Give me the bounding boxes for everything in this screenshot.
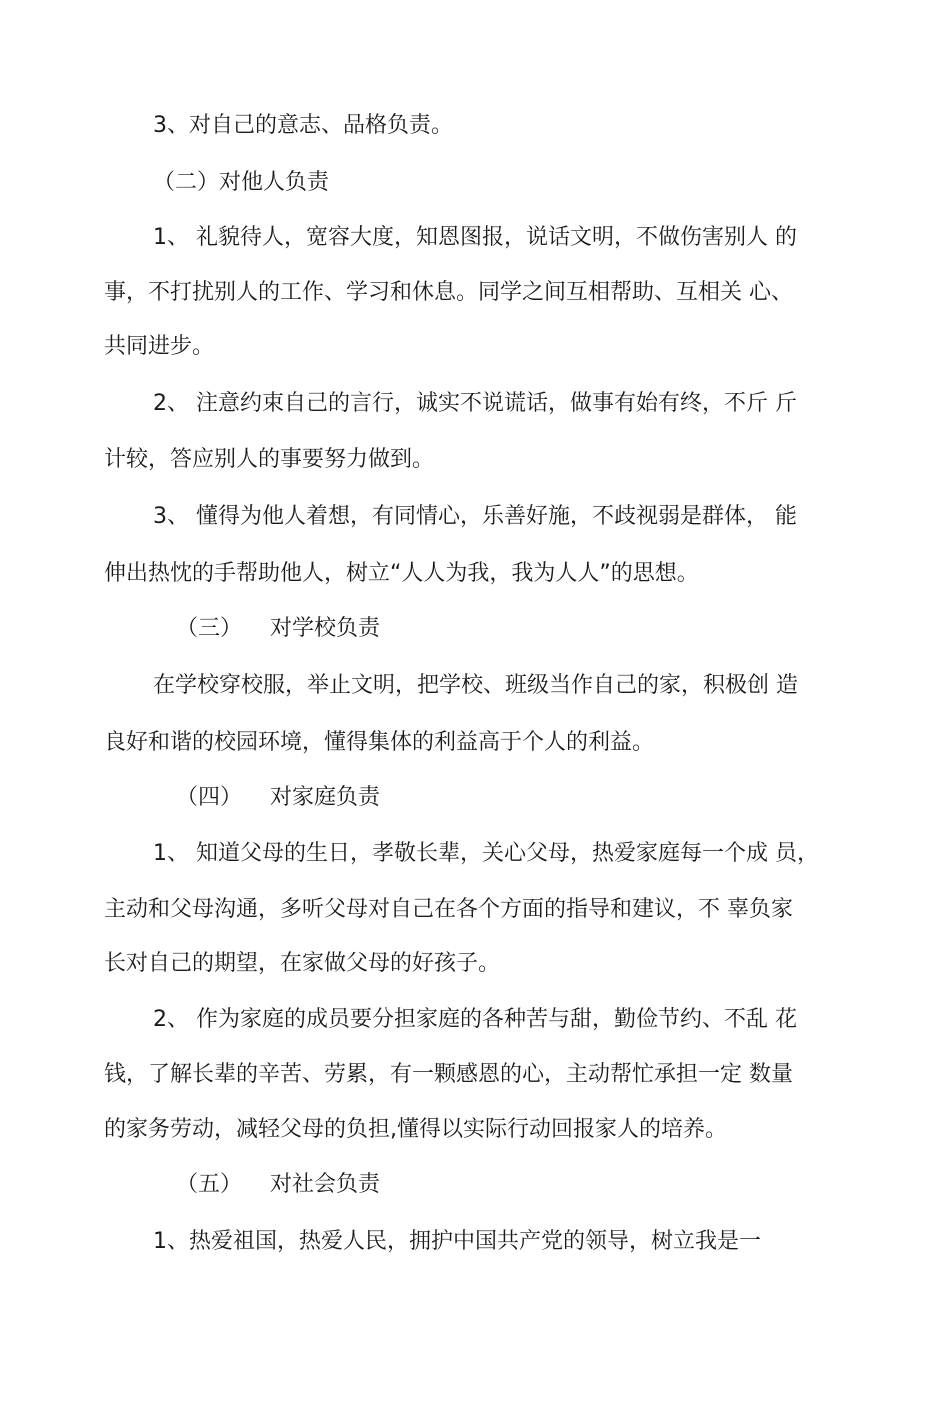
- text-line: 共同进步。: [104, 334, 215, 359]
- text-line: 长对自己的期望，在家做父母的好孩子。: [104, 951, 501, 976]
- text-line: 主动和父母沟通，多听父母对自己在各个方面的指导和建议，不 辜负家: [104, 897, 793, 922]
- text-line: 2、 注意约束自己的言行，诚实不说谎话，做事有始有终，不斤 斤: [153, 391, 797, 416]
- text-line: 3、 懂得为他人着想，有同情心，乐善好施，不歧视弱是群体， 能: [153, 504, 797, 529]
- text-line: 2、 作为家庭的成员要分担家庭的各种苦与甜，勤俭节约、不乱 花: [153, 1007, 797, 1032]
- section-heading: （五） 对社会负责: [176, 1172, 380, 1197]
- text-line: 在学校穿校服，举止文明，把学校、班级当作自己的家，积极创 造: [153, 673, 798, 698]
- text-line: 1、 知道父母的生日，孝敬长辈，关心父母，热爱家庭每一个成 员，: [153, 841, 819, 866]
- text-line: 1、 礼貌待人，宽容大度，知恩图报，说话文明，不做伤害别人 的: [153, 225, 797, 250]
- section-heading: （三） 对学校负责: [176, 616, 380, 641]
- text-line: 良好和谐的校园环境，懂得集体的利益高于个人的利益。: [104, 730, 655, 755]
- section-heading: （四） 对家庭负责: [176, 785, 380, 810]
- text-line: 钱，了解长辈的辛苦、劳累，有一颗感恩的心，主动帮忙承担一定 数量: [104, 1062, 793, 1087]
- text-line: 3、对自己的意志、品格负责。: [153, 113, 453, 138]
- section-heading: （二）对他人负责: [153, 170, 330, 195]
- text-line: 事，不打扰别人的工作、学习和休息。同学之间互相帮助、互相关 心、: [104, 280, 793, 305]
- text-line: 伸出热忱的手帮助他人，树立“人人为我，我为人人”的思想。: [104, 561, 699, 586]
- text-line: 1、热爱祖国，热爱人民，拥护中国共产党的领导，树立我是一: [153, 1229, 761, 1254]
- text-line: 的家务劳动，减轻父母的负担,懂得以实际行动回报家人的培养。: [104, 1117, 727, 1142]
- text-line: 计较，答应别人的事要努力做到。: [104, 447, 435, 472]
